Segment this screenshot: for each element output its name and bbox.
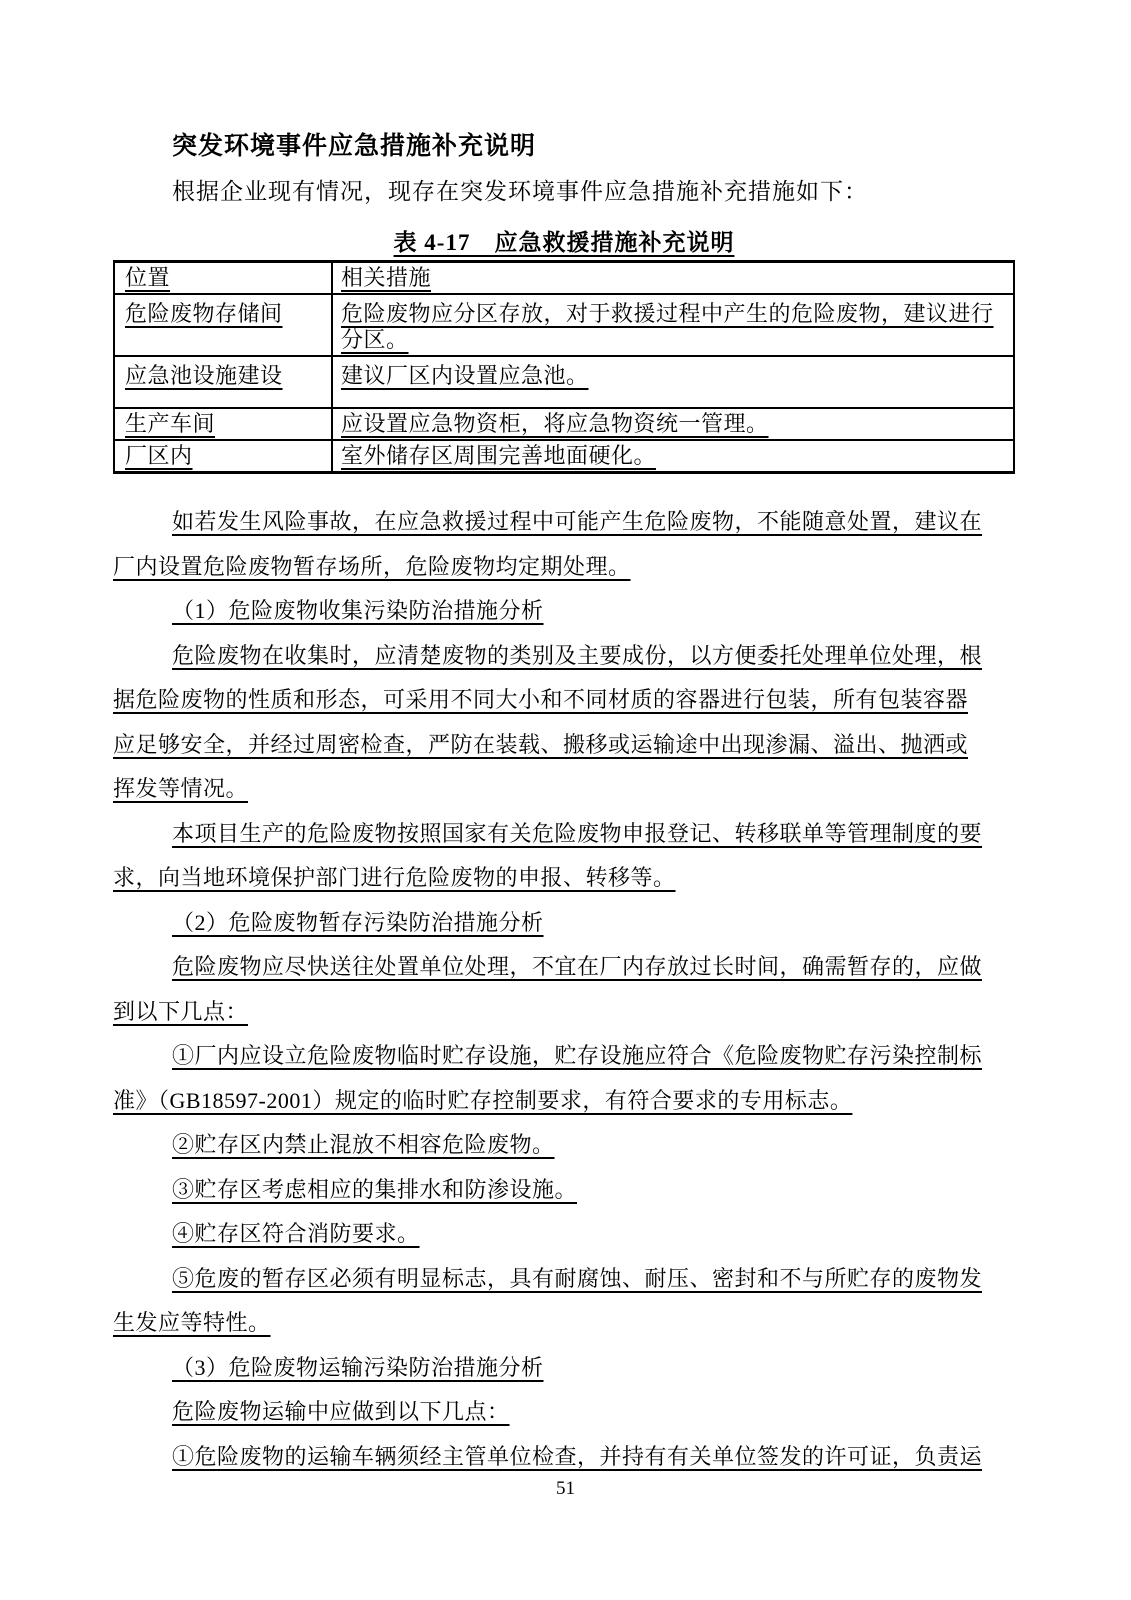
cell-location: 危险废物存储间: [114, 294, 332, 356]
header-cell-measure: 相关措施: [332, 262, 1014, 295]
page-number: 51: [556, 1478, 575, 1499]
body-line: 厂内设置危险废物暂存场所，危险废物均定期处理。: [113, 553, 631, 579]
table-row: [114, 294, 1014, 356]
body-line: 到以下几点：: [113, 998, 249, 1024]
cell-measure: 室外储存区周围完善地面硬化。: [332, 440, 1014, 473]
cell-measure: 危险废物应分区存放，对于救援过程中产生的危险废物，建议进行分区。: [332, 294, 1014, 356]
body-line: 生发应等特性。: [113, 1310, 271, 1335]
cell-location: 应急池设施建设: [114, 356, 332, 408]
body-line: （2）危险废物暂存污染防治措施分析: [172, 909, 544, 935]
body-line: 应足够安全，并经过周密检查，严防在装载、搬移或运输途中出现渗漏、溢出、抛洒或: [113, 731, 969, 757]
body-line: 求，向当地环境保护部门进行危险废物的申报、转移等。: [113, 865, 676, 890]
table-row: [114, 440, 1014, 473]
body-line: 挥发等情况。: [113, 776, 249, 801]
body-line: ①危险废物的运输车辆须经主管单位检查，并持有有关单位签发的许可证，负责运: [172, 1443, 983, 1469]
table-header-row: [114, 262, 1014, 295]
body-line: ③贮存区考虑相应的集排水和防渗设施。: [172, 1176, 578, 1202]
section-heading: 突发环境事件应急措施补充说明: [172, 133, 537, 160]
header-cell-location: 位置: [125, 265, 171, 290]
body-line: 危险废物运输中应做到以下几点：: [172, 1399, 510, 1424]
body-line: 准》（GB18597-2001）规定的临时贮存控制要求，有符合要求的专用标志。: [113, 1087, 853, 1113]
body-line: 危险废物在收集时，应清楚废物的类别及主要成份，以方便委托处理单位处理，根: [172, 642, 983, 668]
cell-location: 生产车间: [114, 408, 332, 440]
body-line: 据危险废物的性质和形态，可采用不同大小和不同材质的容器进行包装，所有包装容器: [113, 687, 969, 712]
body-line: （3）危险废物运输污染防治措施分析: [172, 1354, 544, 1380]
body-line: （1）危险废物收集污染防治措施分析: [172, 598, 544, 623]
cell-measure: 应设置应急物资柜，将应急物资统一管理。: [332, 408, 1014, 440]
cell-location: 厂区内: [114, 440, 332, 473]
body-line: ②贮存区内禁止混放不相容危险废物。: [172, 1132, 555, 1157]
body-line: 危险废物应尽快送往处置单位处理，不宜在厂内存放过长时间，确需暂存的，应做: [172, 954, 983, 979]
body-text: [113, 500, 1015, 1479]
body-line: ①厂内应设立危险废物临时贮存设施，贮存设施应符合《危险废物贮存污染控制标: [172, 1043, 983, 1068]
body-line: 本项目生产的危险废物按照国家有关危险废物申报登记、转移联单等管理制度的要: [172, 820, 983, 846]
emergency-measures-table: [113, 260, 1015, 474]
cell-measure: 建议厂区内设置应急池。: [332, 356, 1014, 408]
table-row: [114, 408, 1014, 440]
body-line: ⑤危废的暂存区必须有明显标志，具有耐腐蚀、耐压、密封和不与所贮存的废物发: [172, 1265, 983, 1291]
body-line: ④贮存区符合消防要求。: [172, 1221, 420, 1246]
table-row: [114, 356, 1014, 408]
intro-paragraph: 根据企业现有情况，现存在突发环境事件应急措施补充措施如下：: [172, 179, 868, 204]
body-line: 如若发生风险事故，在应急救援过程中可能产生危险废物，不能随意处置，建议在: [172, 509, 983, 534]
table-title: 表 4-17 应急救援措施补充说明: [393, 230, 735, 255]
page-content: [113, 0, 1015, 1479]
